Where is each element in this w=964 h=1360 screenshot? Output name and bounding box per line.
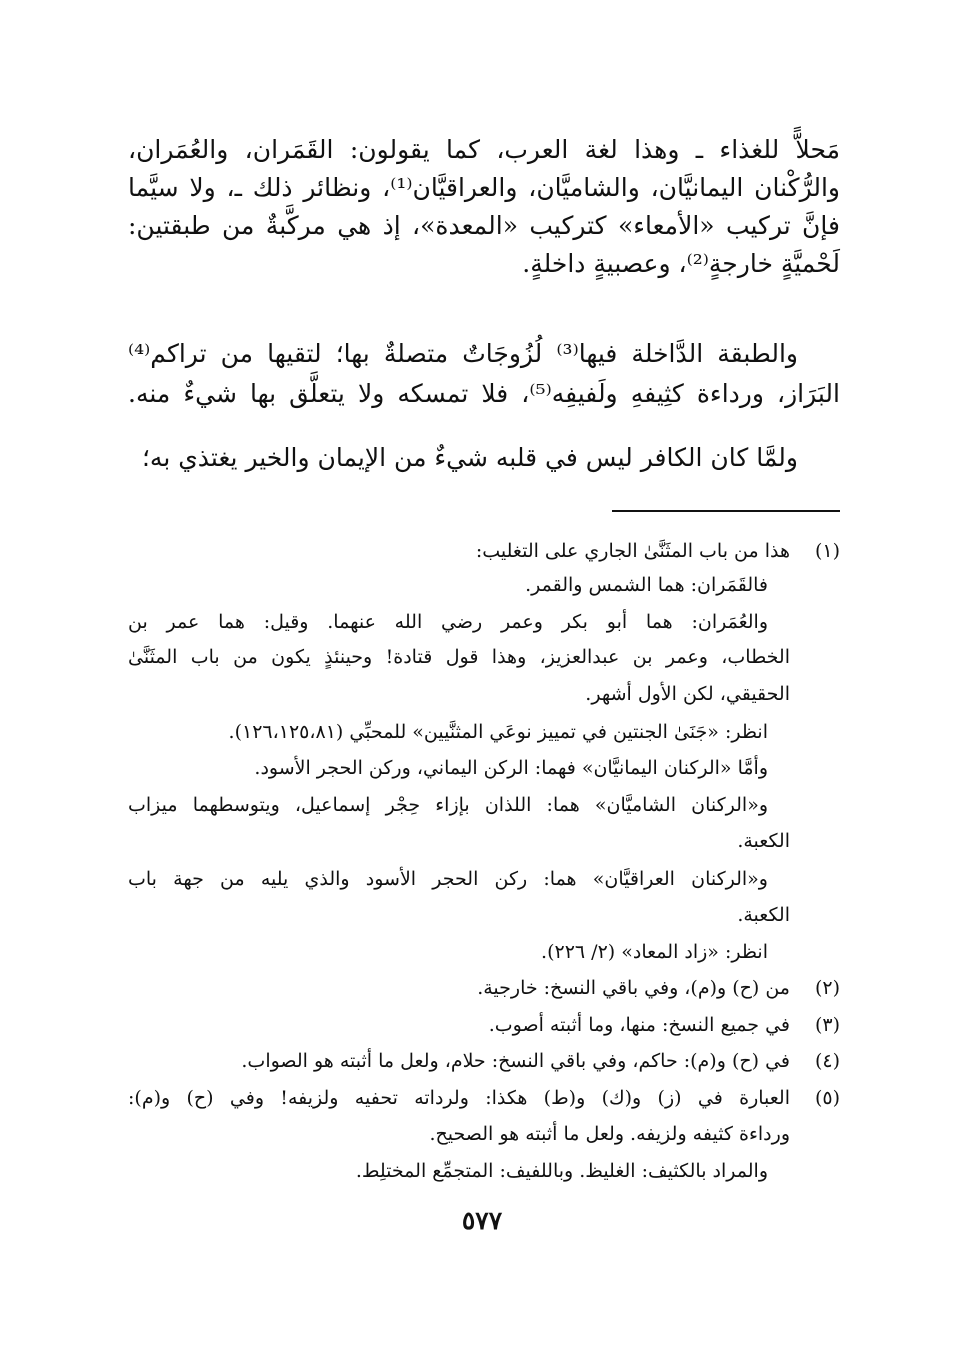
footnote-line: في (ح) و(م): حاكم، وفي باقي النسخ: حلام، ولعل ما أثبته هو الصواب. [241, 1050, 790, 1072]
body-line-1: مَحلاًّ للغذاء ـ وهذا لغة العرب، كما يقولون: القَمَران، والعُمَران، [128, 135, 840, 164]
footnote-number-3: (٣) [814, 1014, 840, 1036]
footnote-line: انظر: «زاد المعاد» (٢/ ٢٢٦). [541, 941, 768, 963]
body-line-2: والرُّكْنان اليمانيَّان، والشاميَّان، والعراقيَّان⁽¹⁾، ونظائر ذلك ـ، ولا سيَّما [128, 173, 840, 202]
body-line-7: ولمَّا كان الكافر ليس في قلبه شيءٌ من الإيمان والخير يغتذي به؛ [141, 443, 798, 472]
body-line-4: لَحْميَّةٍ خارجةٍ⁽²⁾، وعصبيةٍ داخلةٍ. [522, 249, 840, 278]
body-line-3: فإنَّ تركيب «الأمعاء» كتركيب «المعدة»، إذ هي مركَّبةٌ من طبقتين: [128, 211, 840, 240]
footnote-line: من (ح) و(م)، وفي باقي النسخ: خارجية. [477, 977, 790, 999]
footnote-number-4: (٤) [814, 1050, 840, 1072]
footnote-line: و«الركنان العراقيَّان» هما: ركن الحجر الأسود والذي يليه من جهة باب [128, 868, 768, 890]
footnote-line: العبارة في (ز) و(ك) و(ط) هكذا: ولرداته تحفيه ولزيفه! وفي (ح) و(م): [128, 1087, 790, 1109]
body-line-5: والطبقة الدَّاخلة فيها⁽³⁾ لُزُوجَاتٌ متصلةٌ بها؛ لتقيها من تراكم⁽⁴⁾ [128, 339, 799, 368]
body-line-6: البَرَاز، ورداءة كثِيفهِ ولَفيفِه⁽⁵⁾، فلا تمسكه ولا يتعلَّق بها شيءٌ منه. [128, 379, 840, 408]
footnote-line: هذا من باب المثَنَّىٰ الجاري على التغليب: [475, 540, 790, 562]
footnote-line: والعُمَران: هما أبو بكر وعمر رضي الله عنهما. وقيل: هما عمر بن [128, 611, 768, 633]
footnote-line: الكعبة. [737, 830, 790, 852]
footnote-line: في جميع النسخ: منها، وما أثبته أصوب. [488, 1014, 790, 1036]
footnote-line: الكعبة. [737, 904, 790, 926]
footnote-line: الخطاب، وعمر بن عبدالعزيز، وهذا قول قتادة! وحينئذٍ يكون من باب المثَنَّىٰ [128, 646, 790, 668]
footnote-line: ورداءة كثيفه ولزيفه. ولعل ما أثبته هو الصحيح. [429, 1123, 790, 1145]
footnote-line: الحقيقي، لكن الأول أشهر. [585, 683, 790, 705]
footnote-line: والمراد بالكثيف: الغليظ. وباللفيف: المتجمِّع المختلِط. [355, 1160, 768, 1182]
footnote-line: وأمَّا «الركنان اليمانيَّان» فهما: الركن اليماني، وركن الحجر الأسود. [254, 757, 768, 779]
footnote-number-2: (٢) [814, 977, 840, 999]
footnote-separator [612, 510, 840, 512]
footnote-line: انظر: «جَنَىٰ الجنتين في تمييز نوعَي المثنَّيين» للمحبِّي (١٢٦،١٢٥،٨١). [228, 721, 768, 743]
footnote-line: فالقَمَران: هما الشمس والقمر. [525, 574, 768, 596]
footnote-number-1: (١) [814, 540, 840, 562]
page-number: ٥٧٧ [461, 1206, 503, 1235]
footnote-line: و«الركنان الشاميَّان» هما: اللذان بإزاء حِجْر إسماعيل، ويتوسطهما ميزاب [128, 794, 768, 816]
footnote-number-5: (٥) [814, 1087, 840, 1109]
